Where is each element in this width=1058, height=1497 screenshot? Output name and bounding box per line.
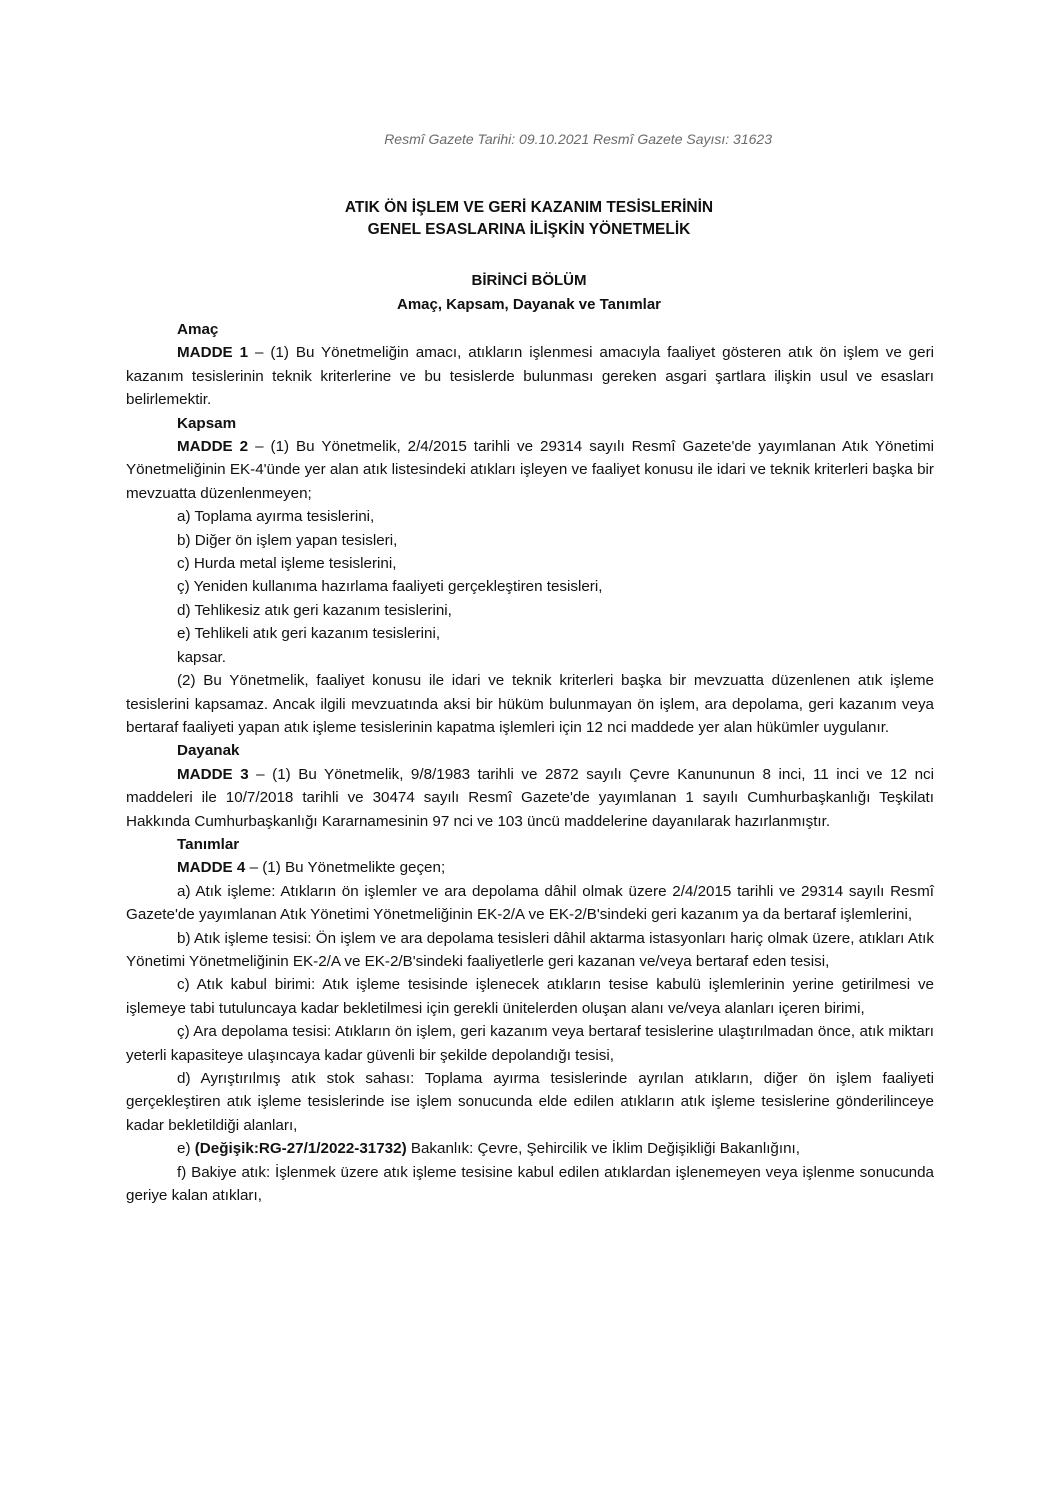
dayanak-heading: Dayanak	[177, 742, 240, 760]
kapsam-item-cc: ç) Yeniden kullanıma hazırlama faaliyeti gerçekleştiren tesisleri,	[177, 578, 603, 596]
madde-3	[126, 763, 934, 833]
definition-e-text: Bakanlık: Çevre, Şehircilik ve İklim Değişikliği Bakanlığını,	[406, 1140, 800, 1158]
document-body	[126, 318, 934, 1207]
madde-4	[126, 856, 934, 879]
definition-b: b) Atık işleme tesisi: Ön işlem ve ara depolama tesisleri dâhil aktarma istasyonları hariç olmak üzere, atıkları Atık Yönetimi Yönetmeliğinin EK-2/A ve EK-2/B'sindeki faaliyetlerle geri kazanan ve/veya bertaraf eden tesisi,	[126, 929, 934, 970]
madde-3-text: – (1) Bu Yönetmelik, 9/8/1983 tarihli ve 2872 sayılı Çevre Kanununun 8 inci, 11 inci ve 12 nci maddeleri ile 10/7/2018 tarihli ve 30474 sayılı Resmî Gazete'de yayımlanan 1 sayılı Cumhurbaşkanlığı Teşkilatı Hakkında Cumhurbaşkanlığı Kararnamesinin 97 nci ve 103 üncü maddelerine dayanılarak hazırlanmıştır.	[126, 765, 934, 830]
madde-1-label: MADDE 1	[177, 344, 249, 362]
definition-a: a) Atık işleme: Atıkların ön işlemler ve ara depolama dâhil olmak üzere 2/4/2015 tarihli ve 29314 sayılı Resmî Gazete'de yayımlanan Atık Yönetimi Yönetmeliğinin EK-2/A ve EK-2/B'sindeki geri kazanım ya da bertaraf işlemlerini,	[126, 882, 934, 924]
gazette-info: Resmî Gazete Tarihi: 09.10.2021 Resmî Gazete Sayısı: 31623	[384, 131, 772, 147]
kapsam-item-d: d) Tehlikesiz atık geri kazanım tesislerini,	[177, 601, 452, 619]
kapsam-closing: kapsar.	[177, 648, 226, 666]
madde-2-label: MADDE 2	[177, 438, 249, 456]
madde-3-label: MADDE 3	[177, 765, 249, 783]
title-line-1: ATIK ÖN İŞLEM VE GERİ KAZANIM TESİSLERİNİN	[344, 199, 714, 216]
definition-e	[126, 1137, 934, 1160]
madde-1-text: – (1) Bu Yönetmeliğin amacı, atıkların işlenmesi amacıyla faaliyet gösteren atık ön işlem ve geri kazanım tesislerinin teknik kriterlerine ve bu tesislerde bulunması gereken asgari şartlara ilişkin usul ve esasları belirlemektir.	[126, 344, 935, 409]
section-heading	[0, 269, 1058, 317]
kapsam-item-e: e) Tehlikeli atık geri kazanım tesislerini,	[177, 625, 441, 643]
definition-f: f) Bakiye atık: İşlenmek üzere atık işleme tesisine kabul edilen atıklardan işlenemeyen veya işlenme sonucunda geriye kalan atıkları,	[126, 1163, 934, 1205]
tanimlar-heading: Tanımlar	[177, 835, 240, 853]
definition-d: d) Ayrıştırılmış atık stok sahası: Toplama ayırma tesislerinde ayrılan atıkların, diğer ön işlem faaliyeti gerçekleştiren atık işleme tesislerinde ise işlem sonucunda elde edilen atıkların atık işleme tesislerine gönderilinceye kadar bekletildiği alanları,	[126, 1070, 934, 1134]
madde-4-label: MADDE 4	[177, 859, 246, 877]
kapsam-item-b: b) Diğer ön işlem yapan tesisleri,	[177, 531, 398, 549]
section-subtitle: Amaç, Kapsam, Dayanak ve Tanımlar	[396, 296, 662, 313]
regulation-title	[0, 197, 1058, 241]
madde-2	[126, 435, 934, 505]
definition-e-prefix: e)	[177, 1140, 195, 1158]
definition-cc: ç) Ara depolama tesisi: Atıkların ön işlem, geri kazanım veya bertaraf tesislerine ulaştırılmadan önce, atık miktarı yeterli kapasiteye ulaşıncaya kadar güvenli bir şekilde depolandığı tesisi,	[126, 1023, 934, 1064]
amendment-note: (Değişik:RG-27/1/2022-31732)	[194, 1140, 407, 1158]
madde-4-text: – (1) Bu Yönetmelikte geçen;	[245, 859, 446, 877]
madde-2-text: – (1) Bu Yönetmelik, 2/4/2015 tarihli ve 29314 sayılı Resmî Gazete'de yayımlanan Atık Yönetimi Yönetmeliğinin EK-4'ünde yer alan atık listesindeki atıkları işleyen ve faaliyet konusu ile idari ve teknik kriterleri başka bir mevzuatta düzenlenmeyen;	[126, 438, 934, 502]
kapsam-item-a: a) Toplama ayırma tesislerini,	[177, 508, 375, 526]
madde-1	[126, 341, 934, 411]
kapsam-item-c: c) Hurda metal işleme tesislerini,	[177, 555, 397, 573]
kapsam-heading: Kapsam	[177, 414, 237, 432]
definition-c: c) Atık kabul birimi: Atık işleme tesisinde işlenecek atıkların tesise kabulü işlemlerinin yerine getirilmesi ve işlemeye tabi tutuluncaya kadar bekletilmesi için gerekli ünitelerden oluşan alanı ve/veya alanları içeren birimi,	[126, 976, 934, 1017]
madde-2-para-2: (2) Bu Yönetmelik, faaliyet konusu ile idari ve teknik kriterleri başka bir mevzuatta düzenlenen atık işleme tesislerini kapsamaz. Ancak ilgili mevzuatında aksi bir hüküm bulunmayan ön işlem, ara depolama, geri kazanım veya bertaraf faaliyeti yapan atık işleme tesislerinin kapatma işlemleri için 12 nci maddede yer alan hükümler uygulanır.	[126, 672, 934, 736]
title-line-2: GENEL ESASLARINA İLİŞKİN YÖNETMELİK	[367, 221, 691, 238]
amac-heading: Amaç	[177, 321, 219, 338]
section-name: BİRİNCİ BÖLÜM	[471, 272, 587, 289]
